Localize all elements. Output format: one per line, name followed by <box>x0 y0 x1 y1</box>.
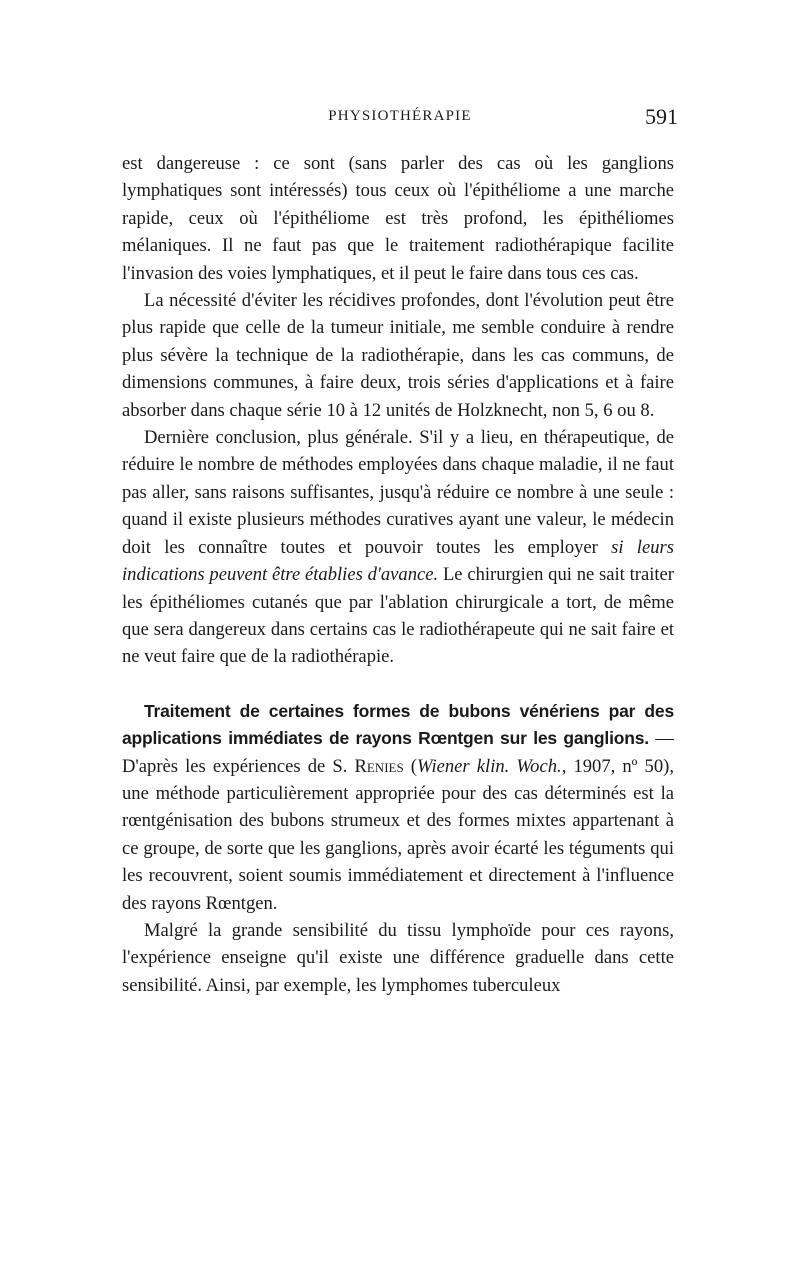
body-text <box>122 150 674 999</box>
author-name: Renies <box>354 755 404 777</box>
bubons-text: , 1907, nº 50), une méthode particulièrement appropriée pour des cas déterminés est la rœntgénisation des bubons strumeux et des formes mixtes appartenant à ce groupe, de sorte que les ganglions, après avoir écarté les téguments qui les recouvrent, soient soumis immédiatement et directement à l'influence des rayons Rœntgen. <box>122 755 674 914</box>
page-number: 591 <box>645 104 678 129</box>
section-heading: Traitement de certaines formes de bubons vénériens par des applications immédiates de rayons Rœntgen sur les ganglions. <box>122 700 674 749</box>
paragraph-continuation: est dangereuse : ce sont (sans parler des cas où les ganglions lymphatiques sont intéressés) tous ceux où l'épithéliome a une marche rapide, ceux où l'épithéliome est très profond, les épithéliomes mélaniques. Il ne faut pas que le traitement radiothérapique facilite l'invasion des voies lymphatiques, et il peut le faire dans tous ces cas. <box>122 153 674 284</box>
conclusion-text-end: Le chirurgien qui ne sait traiter les épithéliomes cutanés que par l'ablation chirurgicale a tort, de même que sera dangereux dans certains cas le radiothérapeute qui ne sait faire et ne veut faire que de la radiothérapie. <box>122 564 675 668</box>
section-spacer <box>122 671 674 698</box>
paragraph-recidives: La nécessité d'éviter les récidives profondes, dont l'évolution peut être plus rapide que celle de la tumeur initiale, me semble conduire à rendre plus sévère la technique de la radiothérapie, dans les cas communs, de dimensions communes, à faire deux, trois séries d'applications et à faire absorber dans chaque série 10 à 12 unités de Holzknecht, non 5, 6 ou 8. <box>122 290 674 421</box>
paragraph-sensibilite: Malgré la grande sensibilité du tissu lymphoïde pour ces rayons, l'expérience enseigne qu'il existe une différence graduelle dans cette sensibilité. Ainsi, par exemple, les lymphomes tuberculeux <box>122 919 674 996</box>
journal-title: Wiener klin. Woch. <box>417 755 562 777</box>
conclusion-emphasis: si leurs indications peuvent être établies d'avance. <box>122 536 674 586</box>
citation-open: ( <box>403 755 417 777</box>
paragraph-conclusion <box>122 424 674 671</box>
running-title: PHYSIOTHÉRAPIE <box>328 108 472 124</box>
bubons-intro: — D'après les expériences de S. <box>122 728 674 777</box>
paragraph-bubons <box>122 698 674 917</box>
conclusion-text: Dernière conclusion, plus générale. S'il y a lieu, en thérapeutique, de réduire le nombre de méthodes employées dans chaque maladie, il ne faut pas aller, sans raisons suffisantes, jusqu'à réduire ce nombre à une seule : quand il existe plusieurs méthodes curatives ayant une valeur, le médecin doit les connaître toutes et pouvoir toutes les employer <box>122 427 674 558</box>
page-header <box>122 104 678 134</box>
